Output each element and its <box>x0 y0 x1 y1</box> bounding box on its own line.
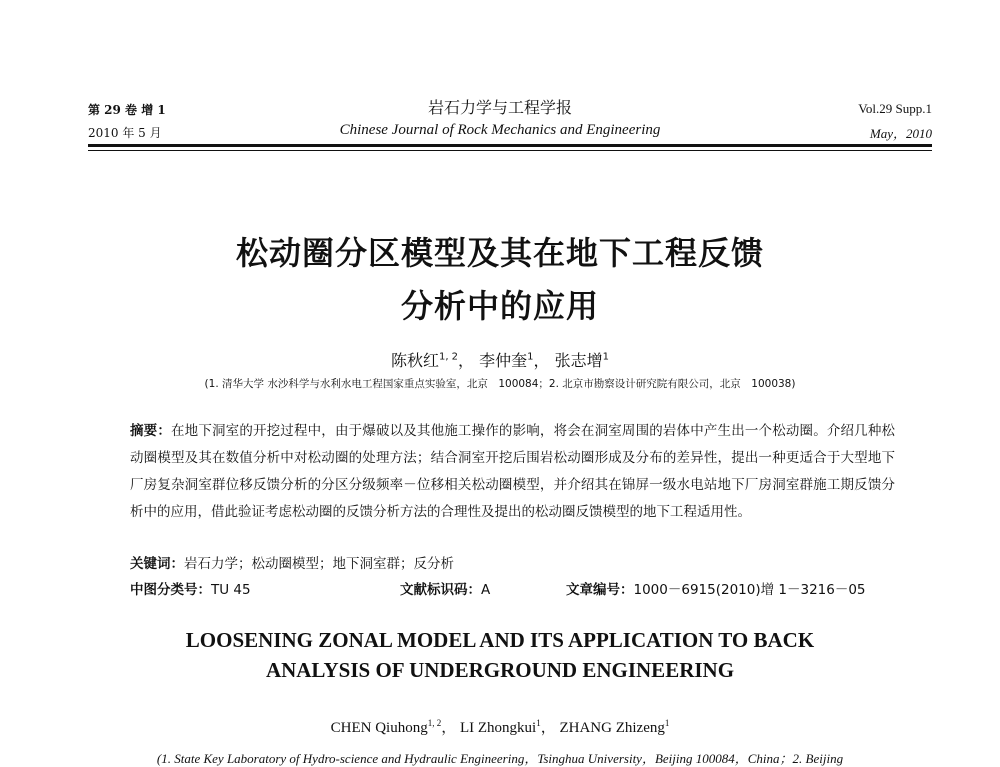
author-affil-sup: 1 <box>664 718 670 728</box>
author-separator: ， <box>441 720 457 736</box>
header-rule-thick <box>88 144 932 147</box>
keywords-text: 岩石力学；松动圈模型；地下洞室群；反分析 <box>184 556 454 572</box>
author-name: LI Zhongkui <box>459 720 537 736</box>
author-affil-sup: 1 <box>527 351 534 363</box>
authors-cn <box>0 348 1000 371</box>
keywords-label: 关键词： <box>130 556 184 572</box>
author-name: CHEN Qiuhong <box>330 720 428 736</box>
title-cn-line1: 松动圈分区模型及其在地下工程反馈 <box>235 234 764 272</box>
author-separator: ， <box>533 351 550 370</box>
volume-issue-cn: 第 29 卷 增 1 <box>88 103 166 117</box>
journal-name-cn: 岩石力学与工程学报 <box>427 98 572 117</box>
author-separator: ， <box>458 351 475 370</box>
abstract-label: 摘要： <box>130 423 171 439</box>
author-name: 陈秋红 <box>390 351 439 370</box>
volume-issue-en: Vol.29 Supp.1 <box>858 101 932 116</box>
article-number: 文章编号：1000－6915(2010)增 1－3216－05 <box>566 582 866 598</box>
abstract <box>130 418 895 526</box>
author-name: 张志增 <box>554 351 603 370</box>
author-affil-sup: 1 <box>536 718 541 728</box>
affiliation-cn: (1. 清华大学 水沙科学与水利水电工程国家重点实验室，北京 100084；2. 北京市勘察设计研究院有限公司，北京 100038) <box>204 378 796 390</box>
document-code: 文献标识码：A <box>400 582 491 598</box>
author-affil-sup: 1, 2 <box>427 718 442 728</box>
author-affil-sup: 1 <box>602 351 610 363</box>
title-en-line2: ANALYSIS OF UNDERGROUND ENGINEERING <box>265 658 735 682</box>
author-separator: ， <box>540 720 556 736</box>
date-cn: 2010 年 5 月 <box>88 126 162 140</box>
keywords <box>130 552 454 572</box>
title-cn-line2: 分析中的应用 <box>400 287 599 325</box>
author-affil-sup: 1, 2 <box>438 351 459 363</box>
title-en-line1: LOOSENING ZONAL MODEL AND ITS APPLICATION TO BACK <box>185 628 815 652</box>
author-name: ZHANG Zhizeng <box>559 720 665 736</box>
abstract-text: 在地下洞室的开挖过程中，由于爆破以及其他施工操作的影响，将会在洞室周围的岩体中产生出一个松动圈。介绍几种松动圈模型及其在数值分析中对松动圈的处理方法；结合洞室开挖后围岩松动圈形成及分布的差异性，提出一种更适合于大型地下厂房复杂洞室群位移反馈分析的分区分级频率－位移相关松动圈模型，并介绍其在锦屏一级水电站地下厂房洞室群施工期反馈分析中的应用，借此验证考虑松动圈的反馈分析方法的合理性及提出的松动圈反馈模型的地下工程适用性。 <box>130 423 896 520</box>
journal-name-en: Chinese Journal of Rock Mechanics and Engineering <box>339 122 661 138</box>
clc-code: 中图分类号：TU 45 <box>130 582 251 598</box>
classification-line <box>130 578 900 598</box>
date-en: May，2010 <box>869 126 932 141</box>
author-name: 李仲奎 <box>479 351 528 370</box>
affiliation-en: (1. State Key Laboratory of Hydro-science and Hydraulic Engineering，Tsinghua University，Beijing 100084，China；2. Beijing <box>156 751 844 766</box>
header-rule-thin <box>88 150 932 151</box>
authors-en <box>0 716 1000 737</box>
